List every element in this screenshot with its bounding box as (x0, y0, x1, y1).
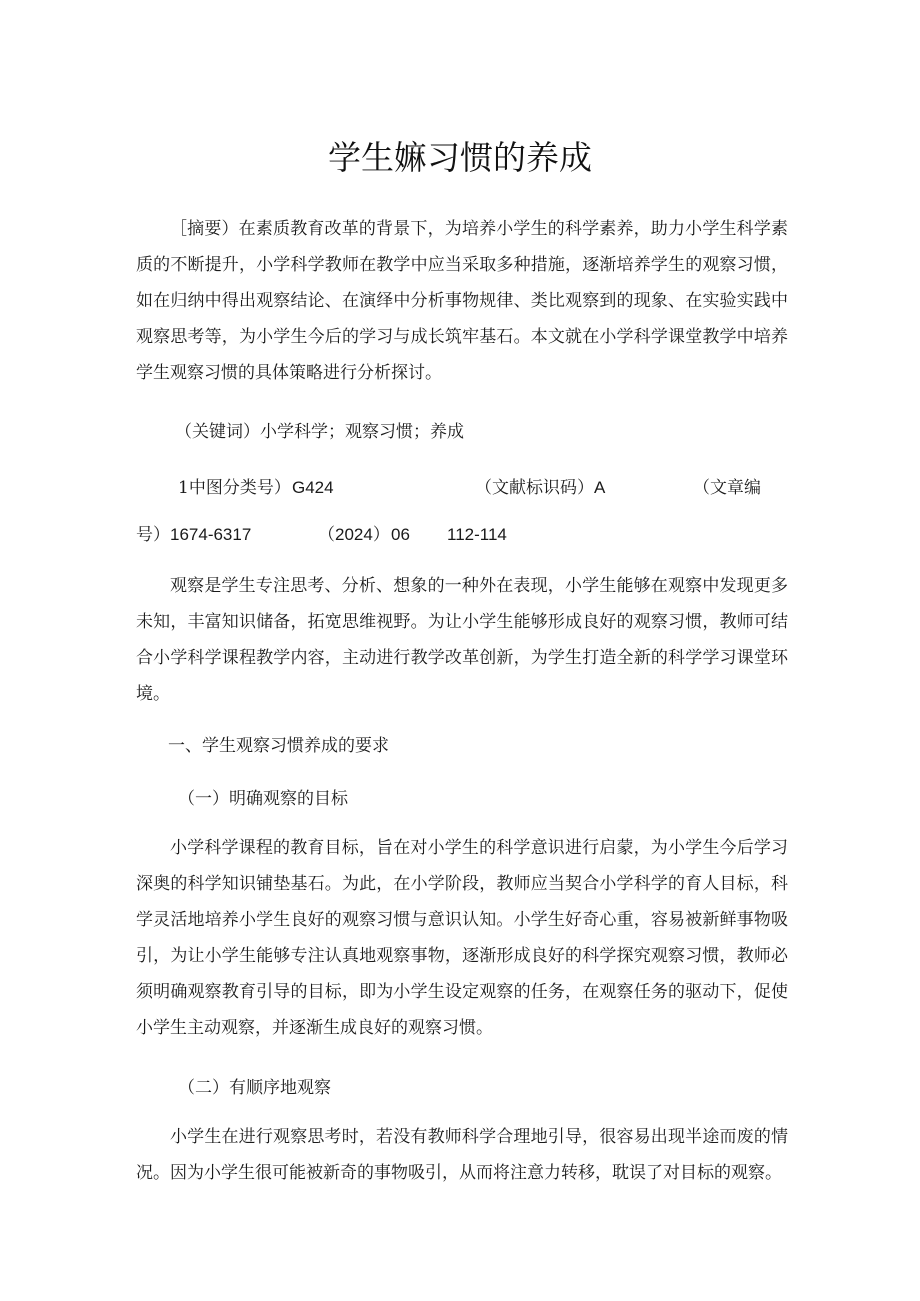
subsection1-heading: （一）明确观察的目标 (178, 789, 348, 809)
doc-code-label: （文献标识码） (475, 478, 594, 498)
issue-value: 06 (391, 525, 410, 544)
year-issue-label: （2024） (318, 525, 390, 544)
pages-value: 112-114 (447, 525, 507, 544)
article-no-label-part2: 号） (136, 525, 170, 545)
clc-value: G424 (292, 478, 334, 497)
doc-code-value: A (594, 478, 606, 497)
section1-heading: 一、学生观察习惯养成的要求 (168, 736, 389, 756)
subsection2-heading: （二）有顺序地观察 (178, 1078, 331, 1098)
intro-paragraph: 观察是学生专注思考、分析、想象的一种外在表现，小学生能够在观察中发现更多未知，丰富知识储备，拓宽思维视野。为让小学生能够形成良好的观察习惯，教师可结合小学科学课程教学内容，主动进行教学改革创新，为学生打造全新的科学学习课堂环境。 (136, 576, 788, 704)
paper-title: 学生嫲习惯的养成 (328, 138, 592, 177)
article-no-value: 1674-6317 (170, 525, 252, 544)
article-no-label-part1: （文章编 (693, 478, 761, 498)
keywords-line: （关键词）小学科学；观察习惯；养成 (175, 422, 464, 442)
abstract-paragraph: ［摘要）在素质教育改革的背景下，为培养小学生的科学素养，助力小学生科学素质的不断提升，小学科学教师在教学中应当采取多种措施，逐渐培养学生的观察习惯，如在归纳中得出观察结论、在演绎中分析事物规律、类比观察到的现象、在实验实践中观察思考等，为小学生今后的学习与成长筑牢基石。本文就在小学科学课堂教学中培养学生观察习惯的具体策略进行分析探讨。 (136, 219, 788, 383)
subsection2-paragraph: 小学生在进行观察思考时，若没有教师科学合理地引导，很容易出现半途而废的情况。因为小学生很可能被新奇的事物吸引，从而将注意力转移，耽误了对目标的观察。 (136, 1127, 788, 1183)
clc-label: 1中图分类号） (178, 478, 291, 498)
subsection1-paragraph: 小学科学课程的教育目标，旨在对小学生的科学意识进行启蒙，为小学生今后学习深奥的科学知识铺垫基石。为此，在小学阶段，教师应当契合小学科学的育人目标，科学灵活地培养小学生良好的观察习惯与意识认知。小学生好奇心重，容易被新鲜事物吸引，为让小学生能够专注认真地观察事物，逐渐形成良好的科学探究观察习惯，教师必须明确观察教育引导的目标，即为小学生设定观察的任务，在观察任务的驱动下，促使小学生主动观察，并逐渐生成良好的观察习惯。 (136, 838, 788, 1038)
